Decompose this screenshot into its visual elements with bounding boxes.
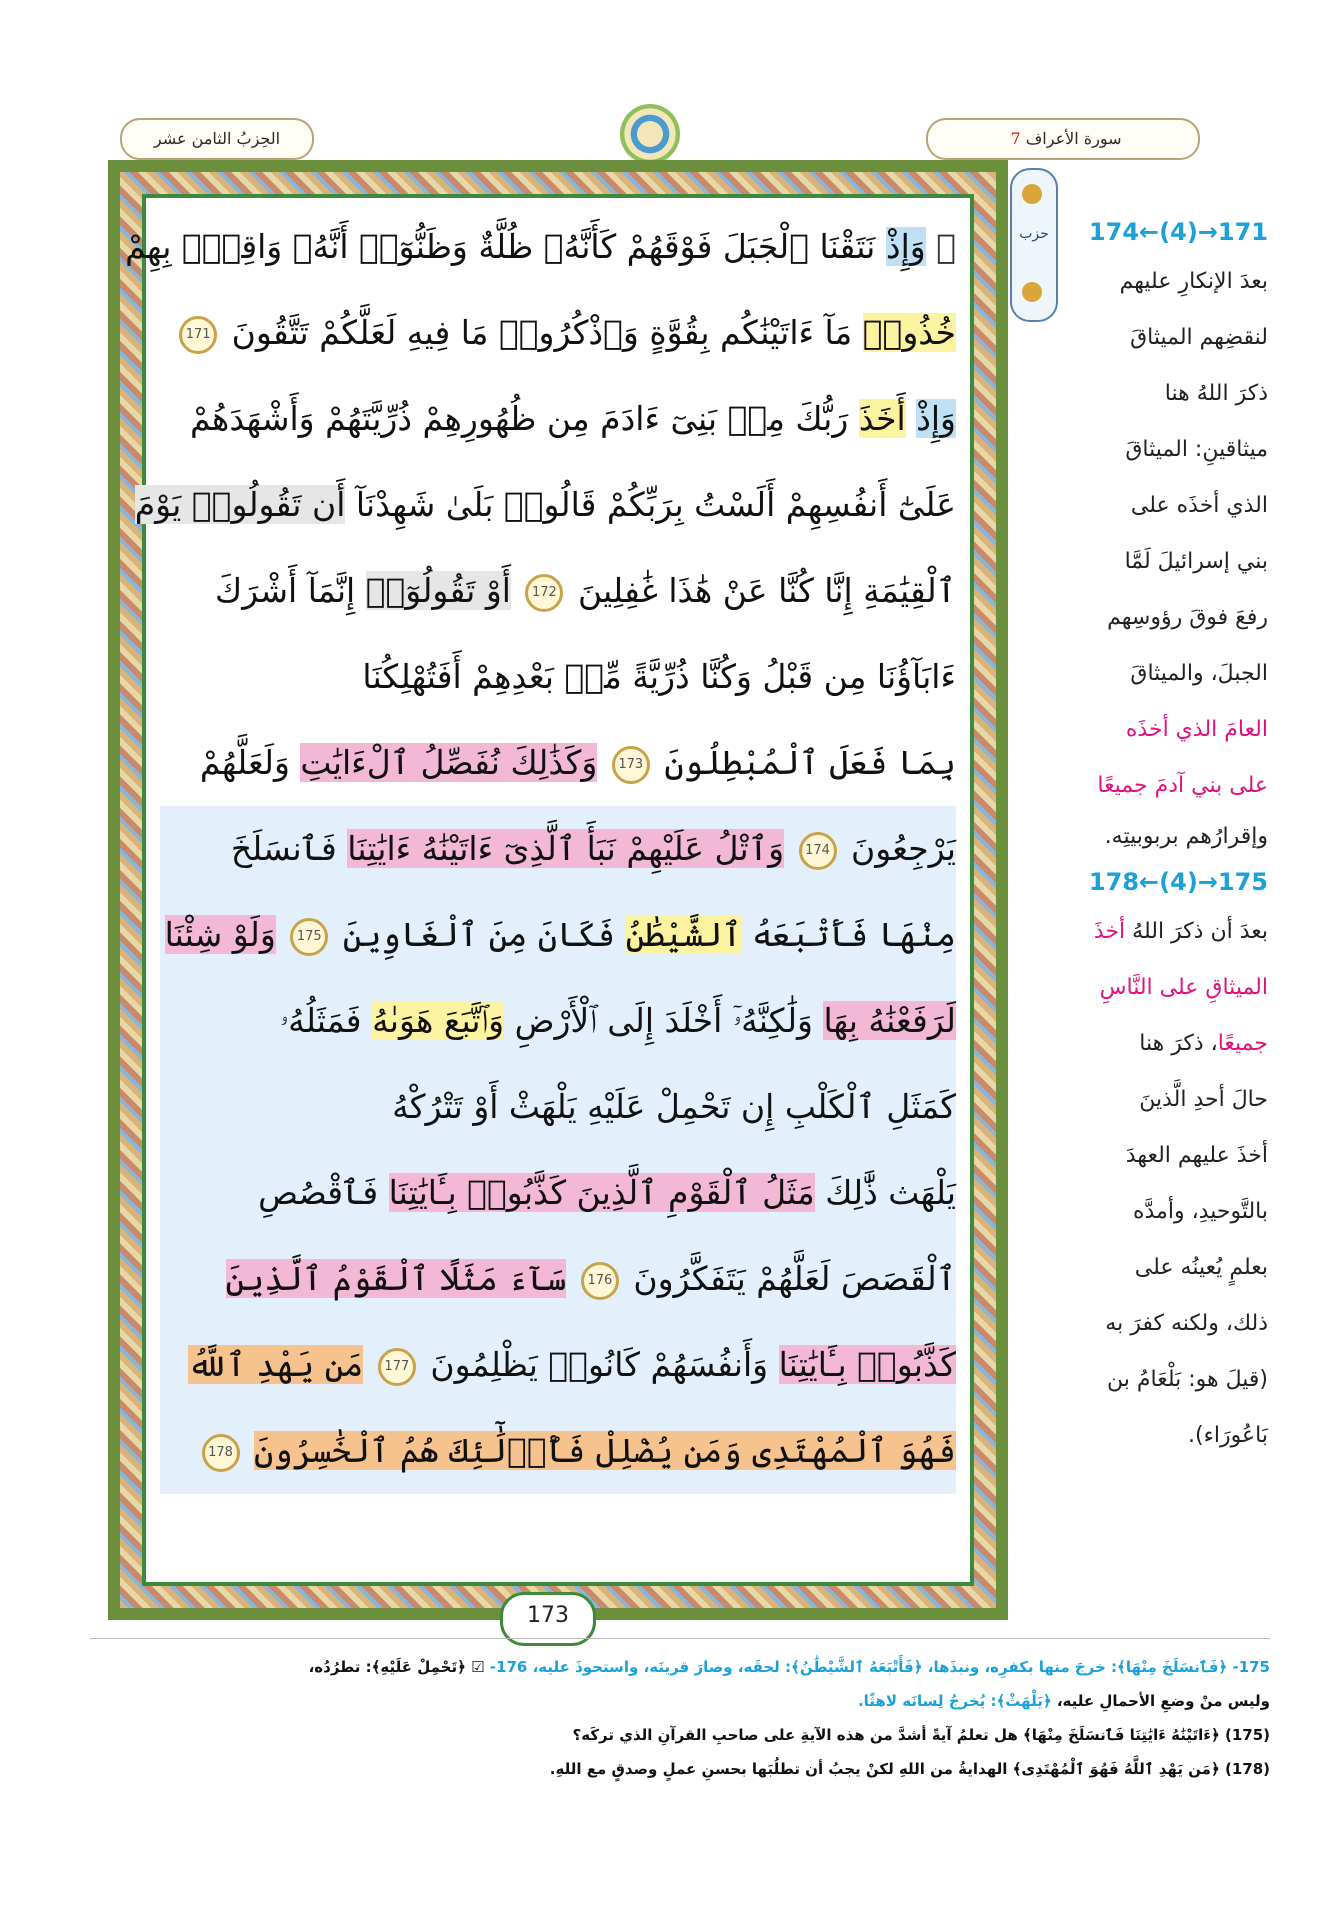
line-13: [160, 1236, 956, 1322]
text-segment: ٱلْقَصَصَ لَعَلَّهُمْ يَتَفَكَّرُونَ: [633, 1259, 956, 1298]
text-segment: فَأَتْبَعَهُ: [752, 915, 869, 954]
quran-lines: [125, 204, 956, 1494]
highlight-pink: لَرَفَعْنَٰهُ بِهَا: [823, 1001, 956, 1040]
line-1: [125, 204, 956, 290]
line-14: [160, 1322, 956, 1408]
side-line: بَاعُورَاء).: [1188, 1423, 1268, 1448]
side-line-highlight: الميثاقِ على النَّاسِ: [1099, 975, 1268, 1000]
text-segment: عَلَىٰٓ أَنفُسِهِمْ أَلَسْتُ بِرَبِّكُمْ قَالُوا۟ بَلَىٰ شَهِدْنَآ: [355, 485, 956, 524]
text-segment: ءَابَآؤُنَا مِن قَبْلُ وَكُنَّا ذُرِّيَّةً مِّنۢ بَعْدِهِمْ أَفَتُهْلِكُنَا: [362, 657, 956, 696]
line-3: [160, 376, 956, 462]
side-line: وإقرارُهم بربوبيتِه.: [1104, 824, 1268, 849]
highlight-pink: سَآءَ مَثَلًا ٱلْقَوْمُ ٱلَّذِينَ: [225, 1259, 567, 1298]
text-segment: وَلَٰكِنَّهُۥٓ أَخْلَدَ إِلَى ٱلْأَرْضِ: [514, 1001, 813, 1040]
range-to: 178: [1088, 868, 1140, 896]
page-number: 173: [500, 1592, 596, 1646]
highlight-yellow: خُذُوا۟: [862, 313, 956, 352]
highlight-grey: أَوْ تَقُولُوٓا۟: [365, 571, 511, 610]
highlight-yellow: وَٱتَّبَعَ هَوَىٰهُ: [372, 1001, 505, 1040]
ornament-icon: [1022, 282, 1042, 302]
range-count: (4): [1159, 868, 1198, 896]
line-2: [160, 290, 956, 376]
verse-range-2: 175→(4)←178: [1088, 868, 1268, 896]
text-segment: نَتَقْنَا ٱلْجَبَلَ فَوْقَهُمْ كَأَنَّهُۥ ظُلَّةٌ وَظَنُّوٓا۟ أَنَّهُۥ وَاقِعٌۢ بِهِمْ: [125, 227, 876, 266]
line-7: [160, 720, 956, 806]
text-segment: فَكَانَ مِنَ ٱلْغَاوِينَ: [342, 915, 616, 954]
text-segment: ٱلْقِيَٰمَةِ إِنَّا كُنَّا عَنْ هَٰذَا غَٰفِلِينَ: [577, 571, 956, 610]
highlight-orange: مَن يَهْدِ ٱللَّهُ: [187, 1345, 364, 1384]
side-line: ميثاقينِ: الميثاقَ: [1125, 437, 1268, 462]
hizb-title: الحِزبُ الثامن عشر: [153, 129, 281, 148]
ayah-number-171: 171: [179, 316, 217, 354]
range-from: 171: [1217, 218, 1268, 246]
line-11: [160, 1064, 956, 1150]
hizb-label: حزب: [1019, 226, 1049, 242]
surah-title-cartouche: [926, 118, 1200, 160]
line-6: [160, 634, 956, 720]
side-line: بعلمٍ يُعينُه على: [1134, 1255, 1268, 1280]
footnote-text: 175- ﴿فَٱنسَلَخَ مِنْهَا﴾: خرجَ منها بكفرِه، ونبذَها، ﴿فَأَتْبَعَهُ ٱلشَّيْطَٰنُ﴾: لحقَه، وصارَ قرينَه، واستحوذَ عليه، 176-: [489, 1658, 1270, 1676]
side-line-highlight: العامَ الذي أخذَه: [1125, 717, 1268, 742]
line-8: [160, 806, 956, 892]
side-line: الجبلَ، والميثاقَ: [1130, 661, 1268, 686]
footnote-text: ☑ ﴿تَحْمِلْ عَلَيْهِ﴾: تطرُدُه،: [308, 1658, 485, 1676]
side-line: (قيلَ هو: بَلْعَامُ بن: [1107, 1367, 1268, 1392]
text-segment: فَٱنسَلَخَ: [230, 829, 337, 868]
footer-divider: [90, 1638, 1270, 1639]
side-line: رفعَ فوقَ رؤوسِهم: [1107, 605, 1268, 630]
text-segment: كَمَثَلِ ٱلْكَلْبِ إِن تَحْمِلْ عَلَيْهِ يَلْهَثْ أَوْ تَتْرُكْهُ: [392, 1087, 956, 1126]
side-line: أخذَ عليهم العهدَ: [1125, 1143, 1268, 1168]
side-text-highlight: جميعًا: [1217, 1031, 1268, 1056]
text-segment: مَآ ءَاتَيْنَٰكُم بِقُوَّةٍ وَٱذْكُرُوا۟ مَا فِيهِ لَعَلَّكُمْ تَتَّقُونَ: [231, 313, 853, 352]
side-line: الذي أخذَه على: [1130, 493, 1268, 518]
hizb-title-cartouche: [120, 118, 314, 160]
surah-number: 7: [1010, 129, 1021, 148]
side-line: بعدَ الإنكارِ عليهم: [1119, 269, 1268, 294]
range-to: 174: [1088, 218, 1140, 246]
side-line: [1048, 1016, 1268, 1072]
reflection-note-178: (178) ﴿مَن يَهْدِ ٱللَّهُ فَهُوَ ٱلْمُهْتَدِى﴾ الهدايةُ من اللهِ لكنْ يجبُ أن تطلُبَها بحسنِ عملٍ وصدقٍ مع اللهِ.: [549, 1760, 1270, 1778]
text-segment: إِنَّمَآ أَشْرَكَ: [215, 571, 356, 610]
side-text-highlight: أخذَ: [1093, 919, 1126, 944]
line-12: [160, 1150, 956, 1236]
text-panel: [125, 194, 974, 1586]
ayah-number-176: 176: [581, 1262, 619, 1300]
line-10: [160, 978, 956, 1064]
highlight-pink: وَلَوْ شِئْنَا: [164, 915, 276, 954]
highlight-orange: فَهُوَ ٱلْمُهْتَدِى وَمَن يُضْلِلْ فَأُو۟لَٰٓئِكَ هُمُ ٱلْخَٰسِرُونَ: [254, 1431, 956, 1470]
side-line: بني إسرائيلَ لَمَّا: [1124, 549, 1268, 574]
text-segment: فَٱقْصُصِ: [258, 1173, 379, 1212]
side-line: لنقضِهم الميثاقَ: [1130, 325, 1268, 350]
range-count: (4): [1159, 218, 1198, 246]
range-from: 175: [1217, 868, 1268, 896]
highlight-pink: وَكَذَٰلِكَ نُفَصِّلُ ٱلْءَايَٰتِ: [300, 743, 598, 782]
surah-title: سورة الأعراف: [1025, 129, 1122, 148]
text-segment: وَلَعَلَّهُمْ: [199, 743, 290, 782]
side-line-highlight: على بني آدمَ جميعًا: [1097, 773, 1268, 798]
footnote-text: وليس منْ وضعِ الأحمالِ عليه،: [1056, 1692, 1270, 1710]
highlight-grey: أَن تَقُولُوا۟ يَوْمَ: [134, 485, 346, 524]
footnote-text: ﴿يَلْهَثْ﴾: يُخرجُ لِسانَه لاهثًا.: [857, 1692, 1052, 1710]
side-line: ذكرَ اللهُ هنا: [1164, 381, 1268, 406]
footnote-vocab-cont: [90, 1684, 1270, 1718]
footer-notes: [90, 1650, 1270, 1786]
highlight-yellow: أَخَذَ: [858, 399, 906, 438]
side-line: بالتَّوحيدِ، وأمدَّه: [1132, 1199, 1268, 1224]
highlight-blue: وَإِذْ: [916, 399, 956, 438]
ayah-number-174: 174: [799, 832, 837, 870]
hizb-star-icon: ۞: [936, 227, 956, 266]
line-9: [160, 892, 956, 978]
side-line: ذلك، ولكنه كفرَ به: [1105, 1311, 1268, 1336]
text-segment: يَرْجِعُونَ: [851, 829, 956, 868]
line-15: [160, 1408, 956, 1494]
text-segment: بِمَا فَعَلَ ٱلْمُبْطِلُونَ: [664, 743, 956, 782]
highlight-pink: وَٱتْلُ عَلَيْهِمْ نَبَأَ ٱلَّذِىٓ ءَاتَيْنَٰهُ ءَايَٰتِنَا: [347, 829, 784, 868]
side-commentary: [1048, 210, 1268, 1464]
highlight-pink: مَثَلُ ٱلْقَوْمِ ٱلَّذِينَ كَذَّبُوا۟ بِـَٔايَٰتِنَا: [388, 1173, 815, 1212]
text-segment: وَأَنفُسَهُمْ كَانُوا۟ يَظْلِمُونَ: [430, 1345, 769, 1384]
highlight-blue: وَإِذْ: [885, 227, 926, 266]
header-rosette: [620, 104, 680, 164]
side-line: حالَ أحدِ الَّذينَ: [1139, 1087, 1268, 1112]
ayah-number-173: 173: [612, 746, 650, 784]
line-5: [160, 548, 956, 634]
side-text: بعدَ أن ذكرَ اللهُ: [1132, 919, 1268, 944]
line-4: [134, 462, 956, 548]
page-header: [120, 100, 1200, 158]
text-segment: يَلْهَث ذَّٰلِكَ: [825, 1173, 956, 1212]
highlight-pink: كَذَّبُوا۟ بِـَٔايَٰتِنَا: [778, 1345, 956, 1384]
verse-range-1: 171→(4)←174: [1088, 218, 1268, 246]
footnote-vocab: [90, 1650, 1270, 1684]
ayah-number-175: 175: [290, 918, 328, 956]
side-line: [1048, 904, 1268, 960]
reflection-note-175: (175) ﴿ءَاتَيْنَٰهُ ءَايَٰتِنَا فَٱنسَلَخَ مِنْهَا﴾ هل تعلمُ آيةً أشدَّ من هذه الآيةِ على صاحبِ القرآنِ الذي تركَه؟: [572, 1726, 1270, 1744]
ornamental-frame: [108, 160, 1008, 1620]
ayah-number-172: 172: [525, 574, 563, 612]
ornament-icon: [1022, 184, 1042, 204]
side-text: ، ذكرَ هنا: [1139, 1031, 1218, 1056]
text-segment: فَمَثَلُهُۥ: [279, 1001, 362, 1040]
highlight-yellow: ٱلشَّيْطَٰنُ: [625, 915, 742, 954]
ayah-number-177: 177: [378, 1348, 416, 1386]
ayah-number-178: 178: [202, 1434, 240, 1472]
text-segment: مِنْهَا: [878, 915, 956, 954]
text-segment: رَبُّكَ مِنۢ بَنِىٓ ءَادَمَ مِن ظُهُورِهِمْ ذُرِّيَّتَهُمْ وَأَشْهَدَهُمْ: [189, 399, 849, 438]
